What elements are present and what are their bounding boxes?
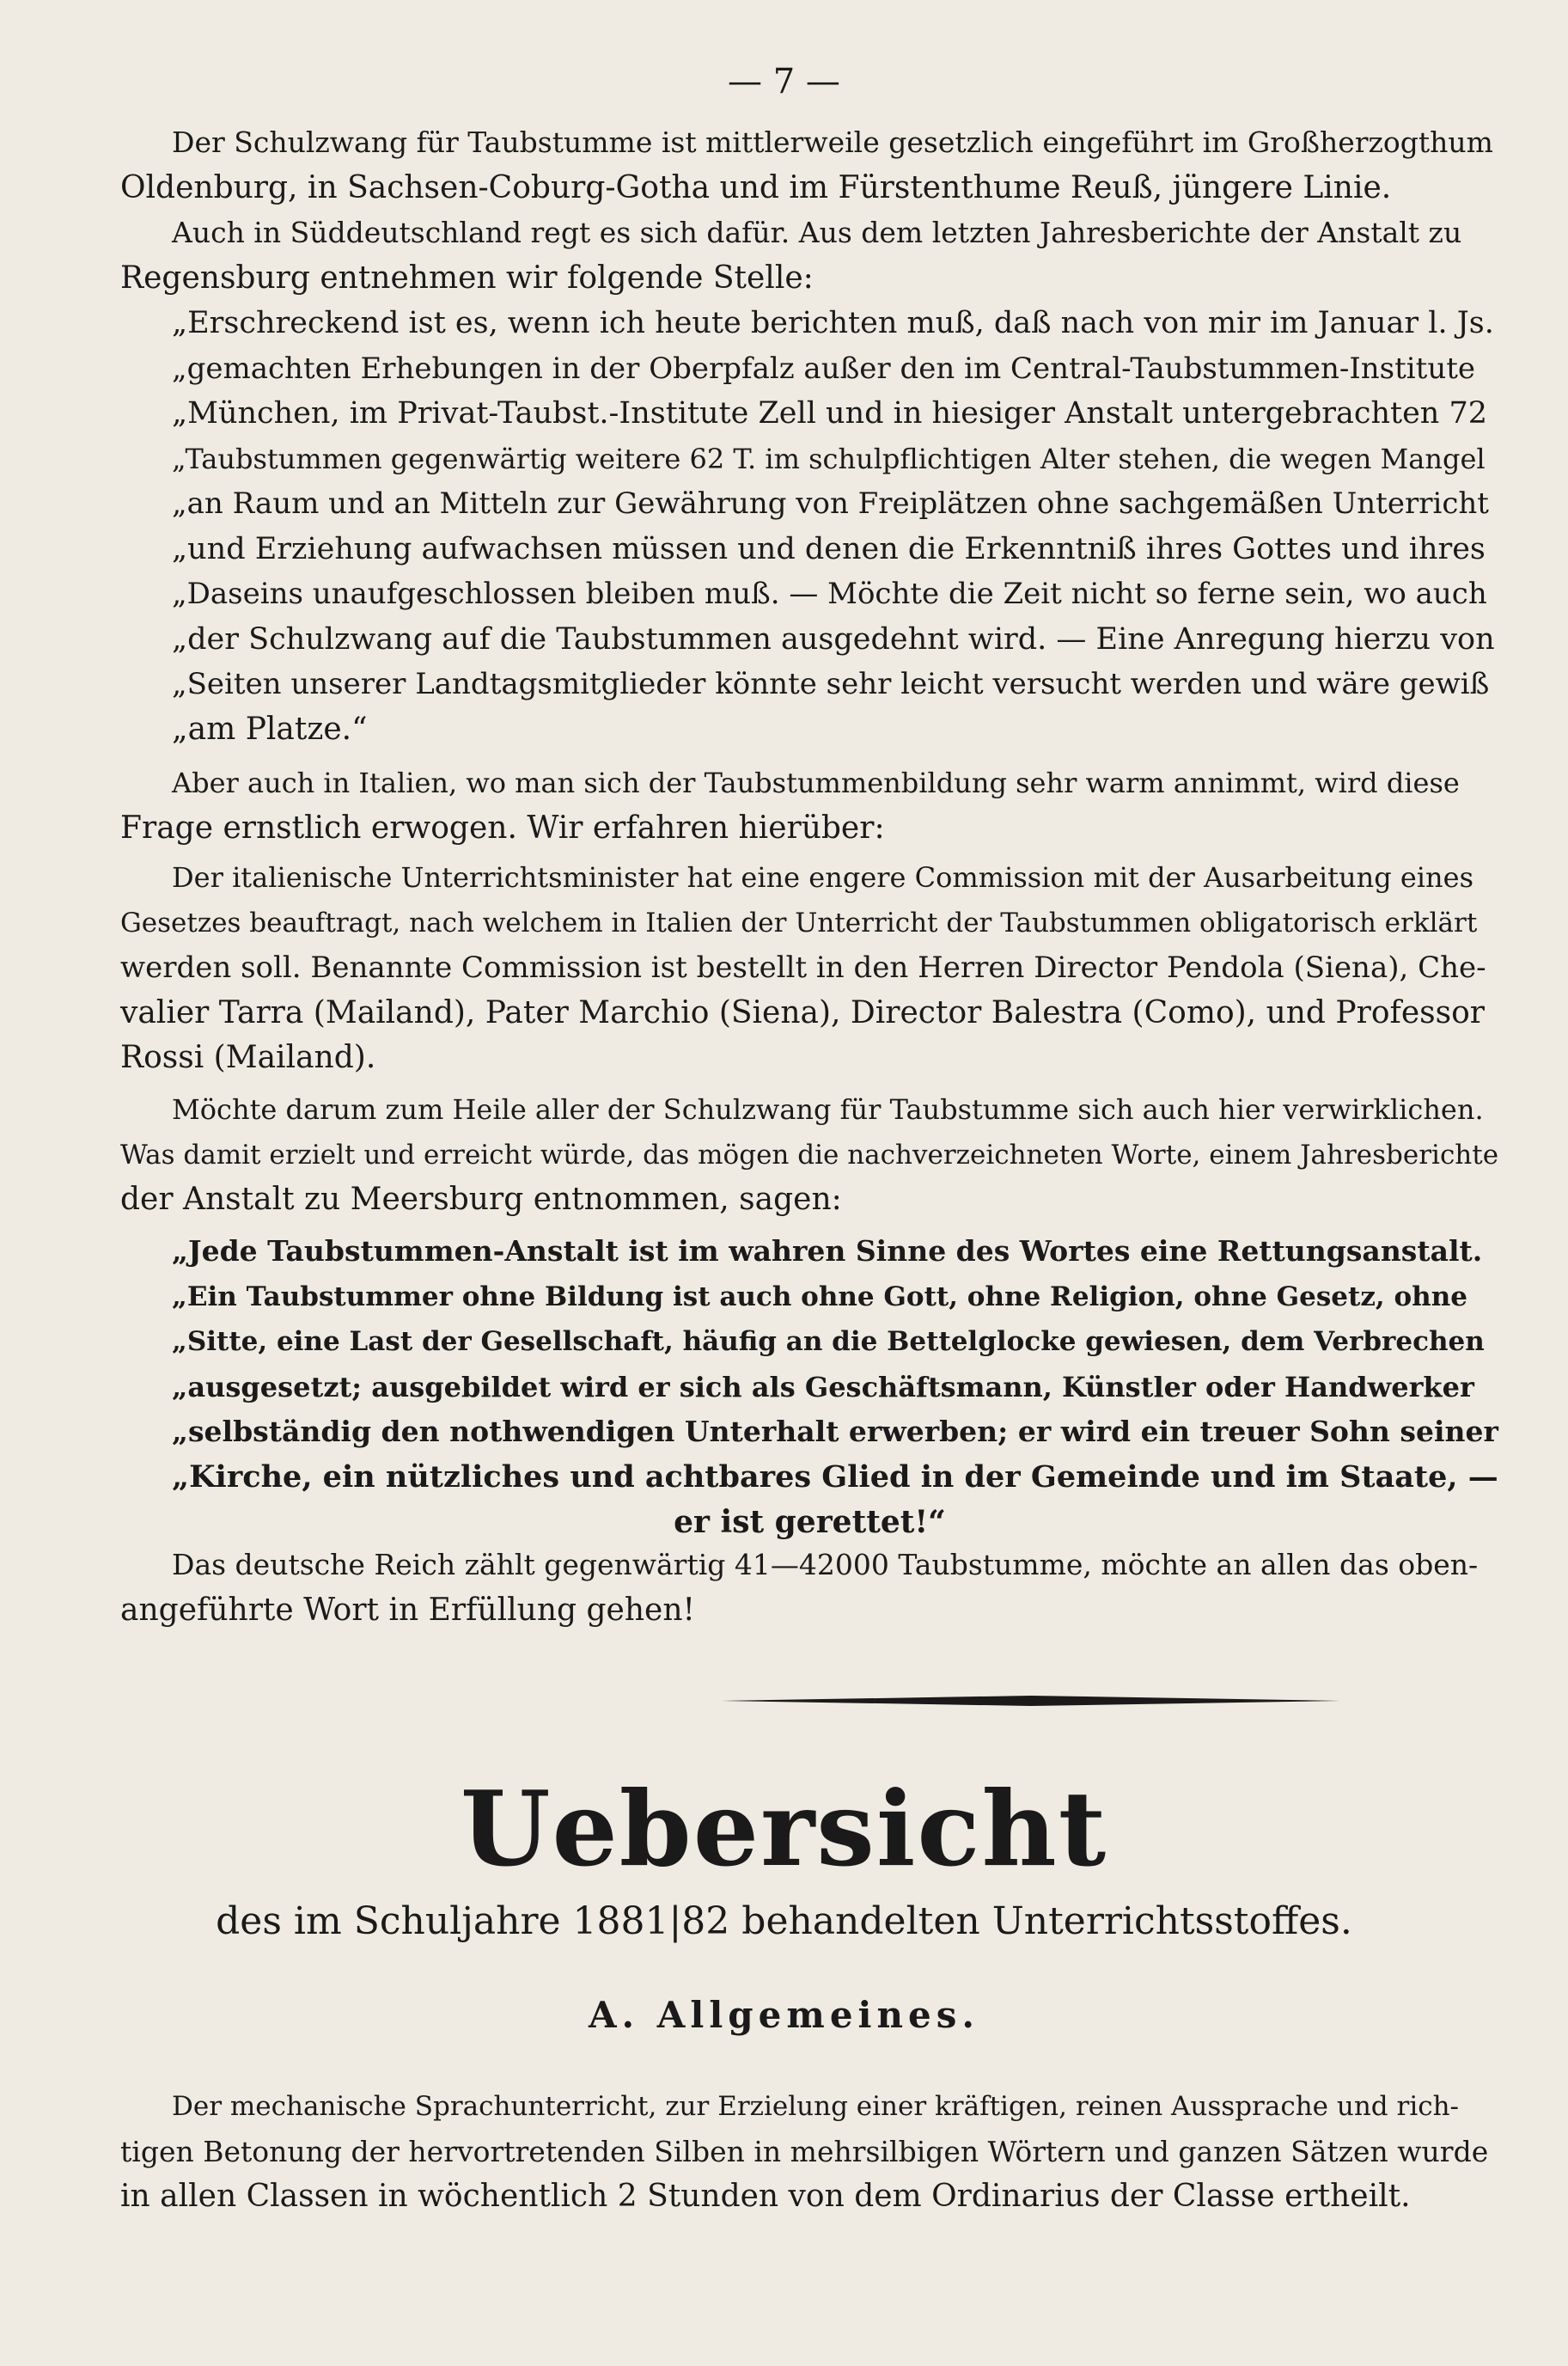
text-line: Der Schulzwang für Taubstumme ist mittlerweile gesetzlich eingeführt im Großherzogthum <box>172 125 1493 159</box>
paragraph-meersburg <box>120 1087 1499 1223</box>
text-line: Regensburg entnehmen wir folgende Stelle: <box>120 260 814 296</box>
section-subtitle: des im Schuljahre 1881|82 behandelten Unterrichtsstoffes. <box>216 1899 1352 1943</box>
paragraph-commission <box>120 855 1499 1081</box>
section-title: Uebersicht <box>460 1769 1108 1890</box>
paragraph-deutsches-reich <box>120 1543 1499 1633</box>
quote-line: „selbständig den nothwendigen Unterhalt erwerben; er wird ein treuer Sohn seiner <box>172 1415 1498 1448</box>
quote-line: „an Raum und an Mitteln zur Gewährung von Freiplätzen ohne sachgemäßen Unterricht <box>172 486 1489 521</box>
decorative-rule <box>0 1688 1568 1714</box>
text-line: in allen Classen in wöchentlich 2 Stunden von dem Ordinarius der Classe ertheilt. <box>120 2179 1411 2214</box>
text-line: Der italienische Unterrichtsminister hat eine engere Commission mit der Ausarbeitung eines <box>172 861 1473 894</box>
quote-closing-line: er ist gerettet!“ <box>674 1504 946 1540</box>
quote-line: „Seiten unserer Landtagsmitglieder könnte sehr leicht versucht werden und wäre gewiß <box>172 667 1490 701</box>
quote-line: „Daseins unaufgeschlossen bleiben muß. — Möchte die Zeit nicht so ferne sein, wo auch <box>172 577 1487 611</box>
text-line: angeführte Wort in Erfüllung gehen! <box>120 1592 695 1628</box>
rule-line <box>722 1696 1340 1706</box>
quote-line: „Ein Taubstummer ohne Bildung ist auch ohne Gott, ohne Religion, ohne Gesetz, ohne <box>172 1281 1467 1312</box>
text-line: Frage ernstlich erwogen. Wir erfahren hierüber: <box>120 810 885 846</box>
quote-line: „ausgesetzt; ausgebildet wird er sich als Geschäftsmann, Künstler oder Handwerker <box>172 1370 1474 1403</box>
quote-line: „und Erziehung aufwachsen müssen und denen die Erkenntniß ihres Gottes und ihres <box>172 531 1486 566</box>
paragraph-sueddeutschland <box>120 211 1499 301</box>
paragraph-sprachunterricht <box>120 2084 1499 2220</box>
quote-line: „der Schulzwang auf die Taubstummen ausgedehnt wird. — Eine Anregung hierzu von <box>172 621 1495 657</box>
quote-rettungsanstalt <box>120 1229 1499 1545</box>
page-number: — 7 — <box>728 62 840 101</box>
quote-line: „gemachten Erhebungen in der Oberpfalz außer den im Central-Taubstummen-Institute <box>172 351 1476 386</box>
text-line: der Anstalt zu Meersburg entnommen, sagen: <box>120 1182 842 1217</box>
text-line: Möchte darum zum Heile aller der Schulzwang für Taubstumme sich auch hier verwirklichen. <box>172 1093 1484 1126</box>
paragraph-italien <box>120 761 1499 851</box>
paragraph-schulzwang <box>120 120 1499 211</box>
subsection-heading: A. Allgemeines. <box>588 1994 980 2036</box>
text-line: Auch in Süddeutschland regt es sich dafür. Aus dem letzten Jahresberichte der Anstalt zu <box>172 216 1462 249</box>
quote-line: „München, im Privat-Taubst.-Institute Zell und in hiesiger Anstalt untergebrachten 72 <box>172 396 1488 431</box>
text-line: Oldenburg, in Sachsen-Coburg-Gotha und im Fürstenthume Reuß, jüngere Linie. <box>120 169 1392 205</box>
quote-line: „Sitte, eine Last der Gesellschaft, häufig an die Bettelglocke gewiesen, dem Verbrechen <box>172 1326 1485 1357</box>
text-line: Der mechanische Sprachunterricht, zur Erzielung einer kräftigen, reinen Aussprache und rich- <box>172 2091 1460 2122</box>
quote-line: „am Platze.“ <box>172 711 368 747</box>
text-line: valier Tarra (Mailand), Pater Marchio (Siena), Director Balestra (Como), und Professor <box>120 994 1485 1030</box>
text-line: Was damit erzielt und erreicht würde, das mögen die nachverzeichneten Worte, einem Jahresberichte <box>120 1139 1499 1171</box>
text-line: Gesetzes beauftragt, nach welchem in Italien der Unterricht der Taubstummen obligatorisch erklärt <box>120 907 1478 938</box>
text-line: werden soll. Benannte Commission ist bestellt in den Herren Director Pendola (Siena), Che- <box>120 951 1486 985</box>
text-line: Aber auch in Italien, wo man sich der Taubstummenbildung sehr warm annimmt, wird diese <box>172 767 1460 799</box>
text-line: tigen Betonung der hervortretenden Silben in mehrsilbigen Wörtern und ganzen Sätzen wurde <box>120 2134 1489 2168</box>
quote-line: „Taubstummen gegenwärtig weitere 62 T. im schulpflichtigen Alter stehen, die wegen Mangel <box>172 442 1486 475</box>
quote-regensburg <box>120 301 1499 752</box>
quote-line: „Erschreckend ist es, wenn ich heute berichten muß, daß nach von mir im Januar l. Js. <box>172 306 1494 340</box>
text-line: Rossi (Mailand). <box>120 1040 376 1075</box>
quote-line: „Jede Taubstummen-Anstalt ist im wahren Sinne des Wortes eine Rettungsanstalt. <box>172 1234 1483 1268</box>
quote-line: „Kirche, ein nützliches und achtbares Glied in der Gemeinde und im Staate, — <box>172 1458 1498 1495</box>
text-line: Das deutsche Reich zählt gegenwärtig 41—42000 Taubstumme, möchte an allen das oben- <box>172 1548 1479 1581</box>
